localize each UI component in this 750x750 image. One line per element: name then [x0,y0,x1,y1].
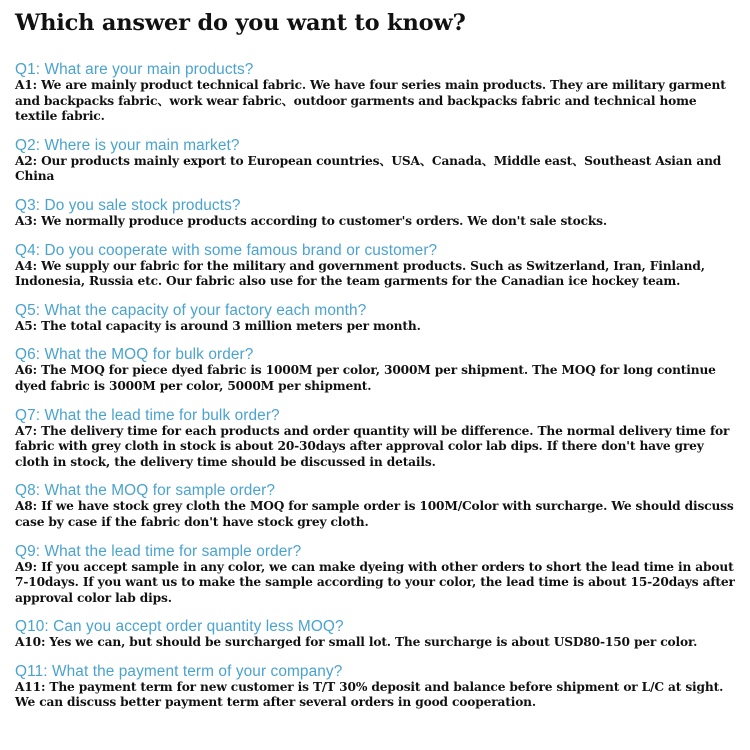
page-heading: Which answer do you want to know? [15,10,466,36]
faq-item-q5 [15,303,735,335]
answer-text: A11: The payment term for new customer is T/T 30% deposit and balance before shipment or L/C at sight. We can discuss better payment term after several orders in good cooperation. [15,679,724,710]
answer-text: A4: We supply our fabric for the military and government products. Such as Switzerland, Iran, Finland, Indonesia, Russia etc. Our fabric also use for the team garments for the Canadian ice hockey team. [15,258,705,289]
question-text: Q6: What the MOQ for bulk order? [15,346,254,364]
answer-text: A8: If we have stock grey cloth the MOQ for sample order is 100M/Color with surcharge. We should discuss case by case if the fabric don't have stock grey cloth. [15,499,734,529]
faq-item-q4 [15,243,735,290]
faq-item-q7 [15,408,735,471]
answer-text: A1: We are mainly product technical fabric. We have four series main products. They are military garment and backpacks fabric、work wear fabric、outdoor garments and backpacks fabric and technical home textile fabric. [15,78,726,124]
question-text: Q2: Where is your main market? [15,136,240,154]
question-text: Q10: Can you accept order quantity less MOQ? [15,618,344,636]
answer-text: A7: The delivery time for each products and order quantity will be difference. The normal delivery time for fabric with grey cloth in stock is about 20-30days after approval color lab dips. If there don't have grey cloth in stock, the delivery time should be discussed in details. [15,423,730,469]
question-text: Q5: What the capacity of your factory each month? [15,301,367,319]
question-text: Q9: What the lead time for sample order? [15,542,302,560]
answer-text: A6: The MOQ for piece dyed fabric is 1000M per color, 3000M per shipment. The MOQ for long continue dyed fabric is 3000M per color, 5000M per shipment. [15,363,716,393]
faq-page [15,8,735,724]
question-text: Q3: Do you sale stock products? [15,196,241,214]
answer-text: A5: The total capacity is around 3 million meters per month. [15,318,421,333]
faq-item-q8 [15,483,735,530]
faq-item-q2 [15,138,735,185]
question-text: Q11: What the payment term of your company? [15,662,343,680]
answer-text: A2: Our products mainly export to European countries、USA、Canada、Middle east、Southeast Asian and China [15,153,722,184]
faq-item-q6 [15,347,735,394]
answer-text: A10: Yes we can, but should be surcharged for small lot. The surcharge is about USD80-150 per color. [15,635,698,650]
faq-item-q11 [15,664,735,711]
question-text: Q4: Do you cooperate with some famous brand or customer? [15,241,438,259]
faq-item-q1 [15,62,735,125]
answer-text: A9: If you accept sample in any color, we can make dyeing with other orders to short the lead time in about 7-10days. If you want us to make the sample according to your color, the lead time is about 15-20days after approval color lab dips. [15,559,735,605]
question-text: Q8: What the MOQ for sample order? [15,482,276,500]
answer-text: A3: We normally produce products according to customer's orders. We don't sale stocks. [15,213,607,228]
question-text: Q7: What the lead time for bulk order? [15,406,280,424]
faq-item-q3 [15,198,735,230]
faq-item-q10 [15,619,735,651]
faq-item-q9 [15,544,735,607]
question-text: Q1: What are your main products? [15,61,254,78]
